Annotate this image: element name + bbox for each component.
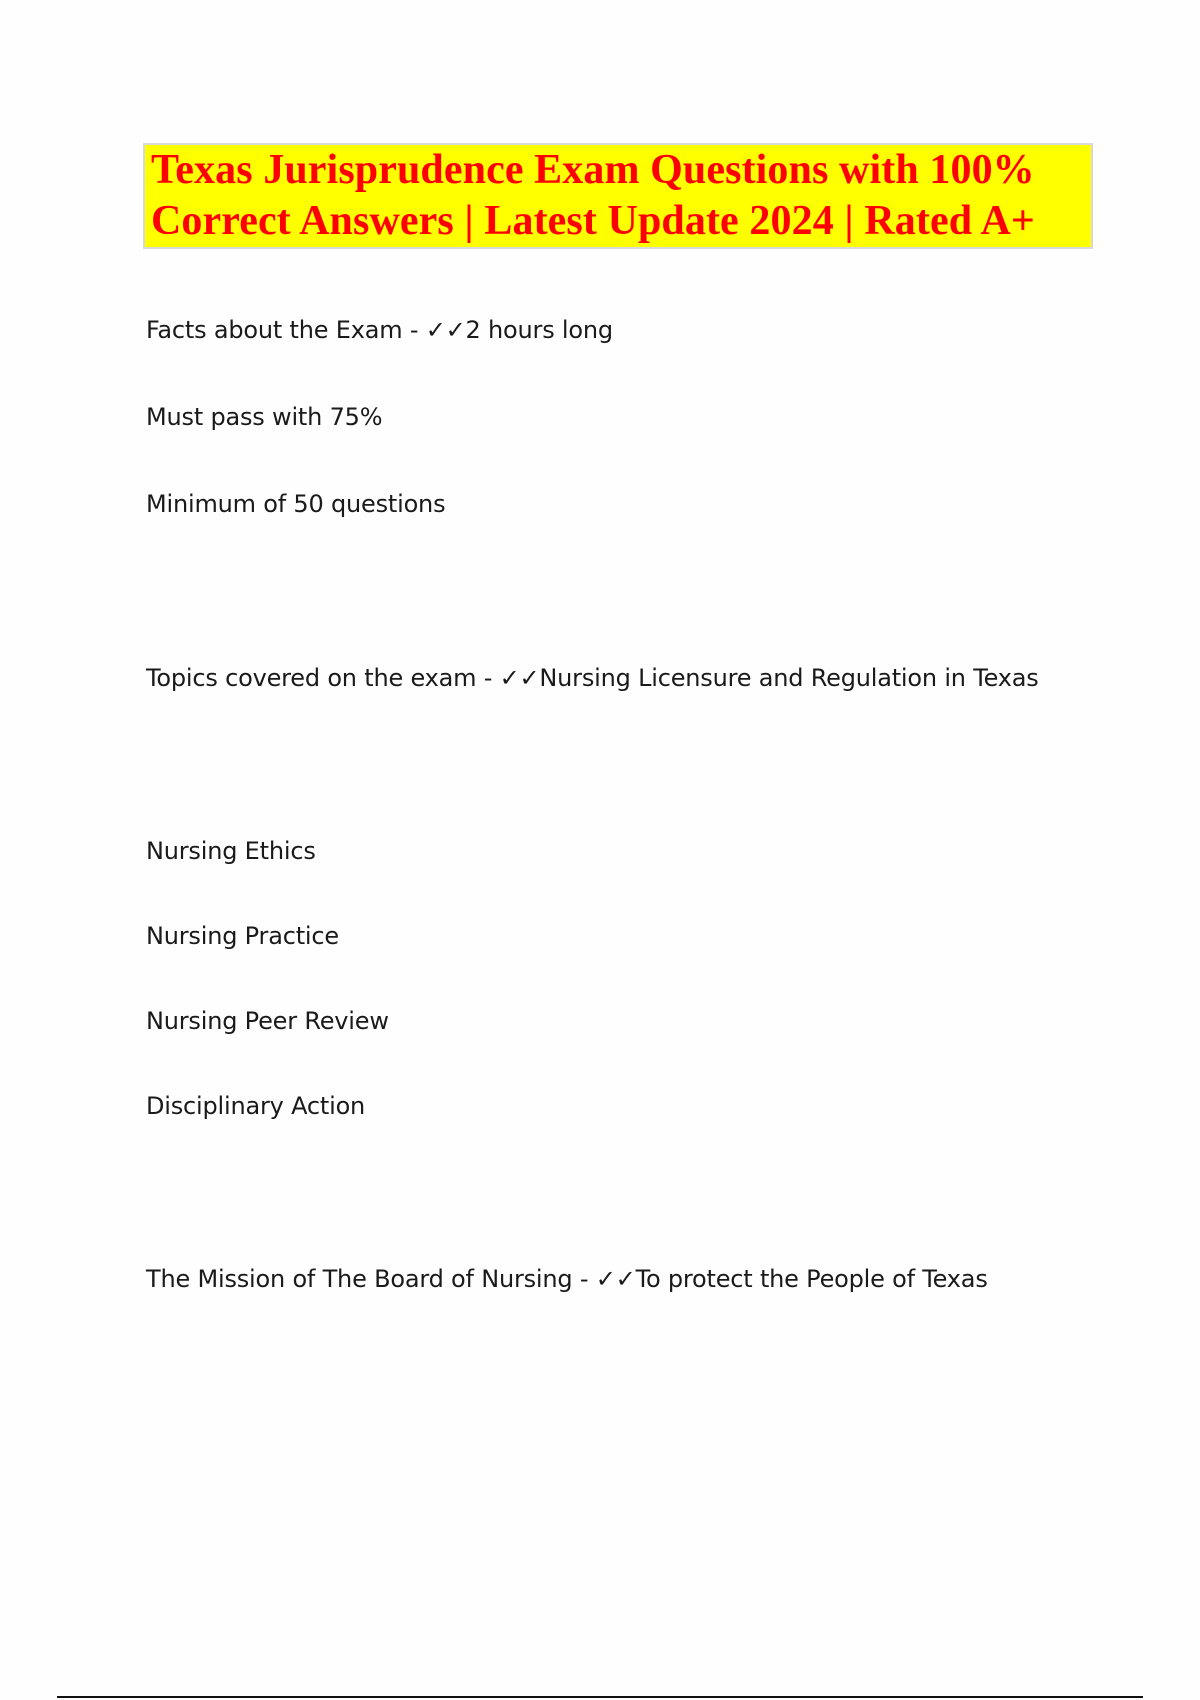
facts-pass-line: Must pass with 75% [146,403,383,431]
footer-divider [57,1696,1143,1698]
mission-question: The Mission of The Board of Nursing - ✓✓To protect the People of Texas [146,1265,988,1293]
document-title-highlight [145,145,1091,247]
topic-nursing-practice: Nursing Practice [146,922,339,950]
document-title-line-2: Correct Answers | Latest Update 2024 | Rated A+ [151,198,1035,244]
topics-question: Topics covered on the exam - ✓✓Nursing Licensure and Regulation in Texas [146,664,1039,692]
topic-nursing-peer-review: Nursing Peer Review [146,1007,389,1035]
facts-question: Facts about the Exam - ✓✓2 hours long [146,316,613,344]
topic-nursing-ethics: Nursing Ethics [146,837,316,865]
topic-disciplinary-action: Disciplinary Action [146,1092,366,1120]
facts-minimum-line: Minimum of 50 questions [146,490,446,518]
document-title-line-1: Texas Jurisprudence Exam Questions with 100% [151,147,1035,193]
